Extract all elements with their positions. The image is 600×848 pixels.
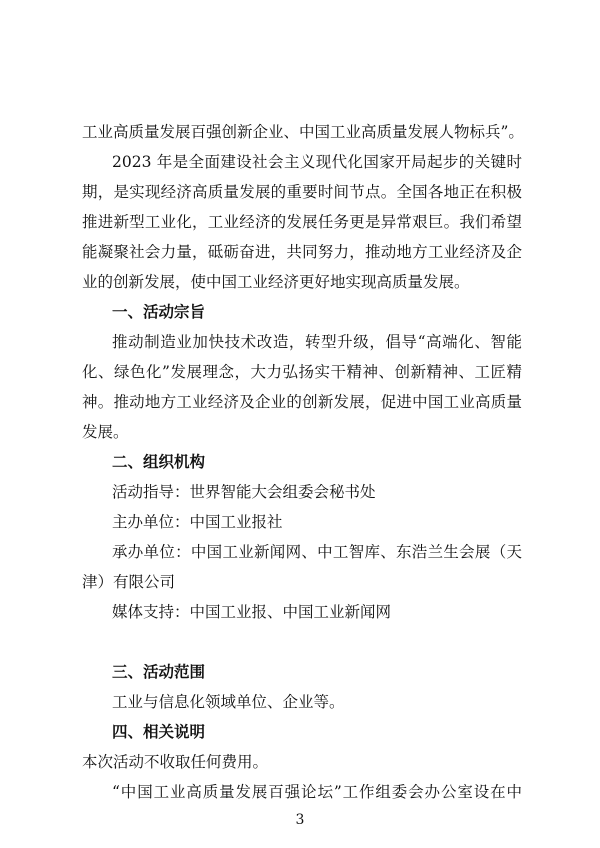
text-line: 工业高质量发展百强创新企业、中国工业高质量发展人物标兵”。 [82,123,524,141]
section-heading: 二、组织机构 [112,453,206,471]
text-line: 神。推动地方工业经济及企业的创新发展，促进中国工业高质量 [82,393,522,411]
text-line: 主办单位：中国工业报社 [112,513,283,531]
text-line: 推动制造业加快技术改造，转型升级，倡导“高端化、智能 [112,333,522,351]
section-heading: 一、活动宗旨 [112,303,206,321]
text-line: 承办单位：中国工业新闻网、中工智库、东浩兰生会展（天 [112,543,522,561]
text-line: 活动指导：世界智能大会组委会秘书处 [112,483,376,501]
text-line: 能凝聚社会力量，砥砺奋进，共同努力，推动地方工业经济及企 [82,243,522,261]
text-line: 工业与信息化领域单位、企业等。 [112,693,345,711]
text-line: 业的创新发展，使中国工业经济更好地实现高质量发展。 [82,273,470,291]
page-number: 3 [295,812,305,828]
text-line: 推进新型工业化，工业经济的发展任务更是异常艰巨。我们希望 [82,213,522,231]
text-line: 发展。 [82,423,129,441]
text-line: 2023 年是全面建设社会主义现代化国家开局起步的关键时 [112,153,522,171]
text-line: 媒体支持：中国工业报、中国工业新闻网 [112,603,392,621]
text-line: 本次活动不收取任何费用。 [82,753,269,771]
section-heading: 四、相关说明 [112,723,206,741]
text-line: 化、绿色化”发展理念，大力弘扬实干精神、创新精神、工匠精 [82,363,522,381]
text-line: 期，是实现经济高质量发展的重要时间节点。全国各地正在积极 [82,183,522,201]
text-line: “中国工业高质量发展百强论坛”工作组委会办公室设在中 [112,783,522,801]
text-line: 津）有限公司 [82,573,176,591]
section-heading: 三、活动范围 [112,663,206,681]
